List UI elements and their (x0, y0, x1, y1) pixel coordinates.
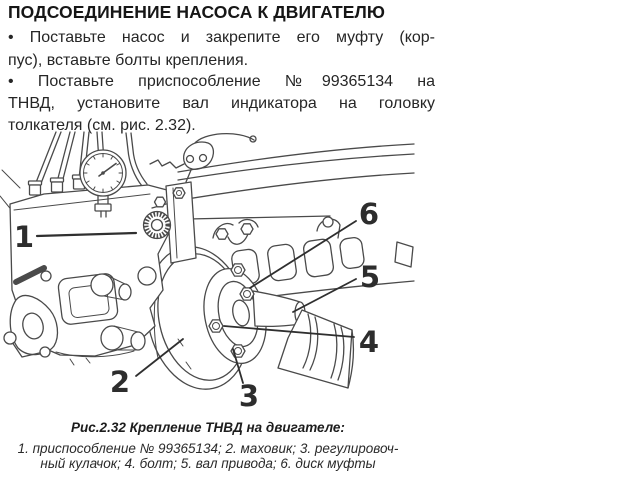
injection-pump-body (4, 172, 171, 365)
body-line: ТНВД, установите вал индикатора на головку (8, 95, 435, 112)
figure-caption-legend: 1. приспособление № 99365134; 2. маховик; 3. регулировоч- (17, 441, 399, 456)
figure-2-32-drawing (0, 130, 420, 420)
section-heading: ПОДСОЕДИНЕНИЕ НАСОСА К ДВИГАТЕЛЮ (8, 2, 386, 22)
callout-5: 5 (359, 260, 381, 294)
callout-4: 4 (358, 325, 380, 359)
callout-1: 1 (13, 220, 35, 254)
adjusting-knob (144, 212, 171, 239)
body-line: • Поставьте насос и закрепите его муфту (кор- (8, 29, 435, 46)
body-line: пус), вставьте болты крепления. (8, 52, 249, 69)
callout-6: 6 (358, 197, 380, 231)
body-line: • Поставьте приспособление №99365134 на (8, 73, 435, 90)
callout-2: 2 (109, 365, 131, 399)
body-line: толкателя (см. рис. 2.32). (8, 117, 196, 134)
figure-caption-title: Рис.2.32 Крепление ТНВД на двигателе: (71, 420, 345, 435)
callout-3: 3 (238, 379, 260, 413)
figure-caption-legend: ный кулачок; 4. болт; 5. вал привода; 6. диск муфты (40, 456, 376, 471)
